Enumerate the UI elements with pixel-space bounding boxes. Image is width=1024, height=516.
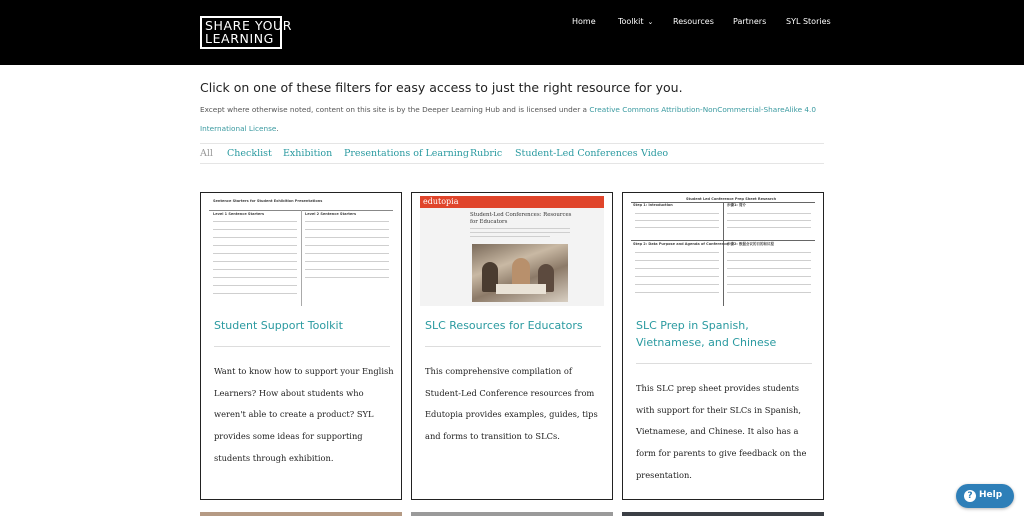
resource-card[interactable] (411, 192, 613, 500)
thumb-line (213, 269, 297, 270)
site-header (0, 0, 1024, 65)
card-title[interactable]: SLC Prep in Spanish, Vietnamese, and Chinese (636, 319, 777, 349)
filter-student-led-conferences[interactable]: Student-Led Conferences (515, 148, 638, 159)
license-text: Except where otherwise noted, content on this site is by the Deeper Learning Hub and is licensed under a (200, 105, 590, 114)
filter-exhibition[interactable]: Exhibition (283, 148, 333, 159)
card-description: Want to know how to support your English Learners? How about students who weren't able to create a product? SYL provides some ideas for supporting students through exhibition. (214, 366, 394, 463)
help-label: Help (979, 490, 1003, 500)
thumb-line (727, 220, 811, 221)
license-link[interactable]: Creative Commons Attribution-NonCommercial-ShareAlike 4.0 International License (200, 105, 816, 133)
thumb-line (727, 252, 811, 253)
thumb-line (213, 237, 297, 238)
thumb-step2-zh: 步骤2: 数据会议的目的和议程 (727, 242, 775, 246)
thumb-line (305, 269, 389, 270)
thumb-line (213, 277, 297, 278)
card-thumbnail[interactable] (420, 196, 604, 306)
thumb-line (213, 221, 297, 222)
thumb-line (305, 261, 389, 262)
edutopia-logo: edutopia (423, 197, 459, 206)
thumb-line (470, 232, 570, 233)
card-title[interactable]: Student Support Toolkit (214, 319, 343, 332)
filter-bar (200, 143, 824, 164)
thumb-line (635, 220, 719, 221)
next-card-preview (411, 512, 613, 516)
thumb-line (305, 221, 389, 222)
thumb-line (470, 228, 570, 229)
thumb-line (727, 213, 811, 214)
thumb-step1: Step 1: Introduction (633, 203, 673, 207)
thumb-line (470, 236, 550, 237)
nav-resources[interactable] (673, 17, 714, 26)
filter-rubric[interactable]: Rubric (470, 148, 503, 159)
thumb-step1-zh: 步骤1: 简介 (727, 203, 747, 207)
thumb-line (213, 293, 297, 294)
thumb-divider (301, 210, 302, 306)
next-card-preview (200, 512, 402, 516)
card-thumbnail[interactable] (631, 196, 815, 306)
filter-checklist[interactable]: Checklist (227, 148, 272, 159)
card-divider (636, 363, 812, 364)
thumb-line (635, 260, 719, 261)
card-description: This SLC prep sheet provides students with support for their SLCs in Spanish, Vietnamese, and Chinese. It also has a form for parents to give feedback on the presentation. (636, 383, 807, 480)
card-title[interactable]: SLC Resources for Educators (425, 319, 583, 332)
thumb-line (635, 292, 719, 293)
thumb-line (213, 229, 297, 230)
nav-home-label: Home (572, 17, 596, 26)
thumb-line (727, 227, 811, 228)
next-card-preview (622, 512, 824, 516)
thumb-heading: Sentence Starters for Student Exhibition Presentations (213, 199, 323, 203)
thumb-line (727, 260, 811, 261)
thumb-line (635, 268, 719, 269)
thumb-line (635, 213, 719, 214)
filter-all[interactable]: All (200, 148, 213, 159)
logo-line-2: LEARNING (205, 31, 274, 46)
card-description: This comprehensive compilation of Student-Led Conference resources from Edutopia provides examples, guides, tips and forms to transition to SLCs. (425, 366, 598, 442)
thumb-line (635, 284, 719, 285)
thumb-line (727, 292, 811, 293)
license-notice (200, 100, 830, 138)
nav-home[interactable] (572, 17, 596, 26)
nav-partners[interactable] (733, 17, 766, 26)
thumb-line (305, 253, 389, 254)
nav-syl-stories[interactable] (786, 17, 831, 26)
resource-card[interactable] (200, 192, 402, 500)
thumb-rule (631, 240, 815, 241)
nav-toolkit-label: Toolkit (618, 17, 644, 26)
thumb-heading: Student-Led Conferences: Resources for Educators (470, 212, 572, 225)
intro-text: Click on one of these filters for easy access to just the right resource for you. (200, 80, 683, 95)
filter-presentations-of-learning[interactable]: Presentations of Learning (344, 148, 469, 159)
chevron-down-icon: ⌄ (647, 18, 654, 26)
thumb-col2: Level 2 Sentence Starters (305, 212, 357, 216)
help-button[interactable] (956, 484, 1014, 508)
edutopia-banner (420, 196, 604, 208)
license-end: . (276, 124, 279, 133)
nav-partners-label: Partners (733, 17, 767, 26)
question-icon: ? (964, 490, 976, 502)
thumb-line (727, 276, 811, 277)
classroom-photo (472, 244, 568, 302)
thumb-line (213, 261, 297, 262)
thumb-line (727, 268, 811, 269)
thumb-line (635, 276, 719, 277)
thumb-line (305, 237, 389, 238)
thumb-heading: Student Led Conference Prep Sheet Research (686, 197, 777, 201)
thumb-line (305, 229, 389, 230)
site-logo[interactable] (200, 16, 293, 49)
nav-syl-stories-label: SYL Stories (786, 17, 831, 26)
filter-video[interactable]: Video (641, 148, 669, 159)
thumb-col1: Level 1 Sentence Starters (213, 212, 265, 216)
thumb-line (213, 245, 297, 246)
logo-line-1: SHARE YOUR (205, 18, 293, 33)
thumb-line (635, 252, 719, 253)
card-divider (214, 346, 390, 347)
thumb-line (727, 284, 811, 285)
nav-toolkit[interactable] (618, 17, 653, 26)
thumb-line (305, 277, 389, 278)
nav-resources-label: Resources (673, 17, 714, 26)
thumb-line (213, 285, 297, 286)
thumb-line (305, 245, 389, 246)
thumb-step2: Step 2: Data Purpose and Agenda of Conference (633, 242, 729, 246)
resource-card[interactable] (622, 192, 824, 500)
papers (496, 284, 546, 294)
thumb-line (635, 227, 719, 228)
card-divider (425, 346, 601, 347)
card-thumbnail[interactable] (209, 196, 393, 306)
thumb-line (213, 253, 297, 254)
thumb-divider (723, 202, 724, 306)
